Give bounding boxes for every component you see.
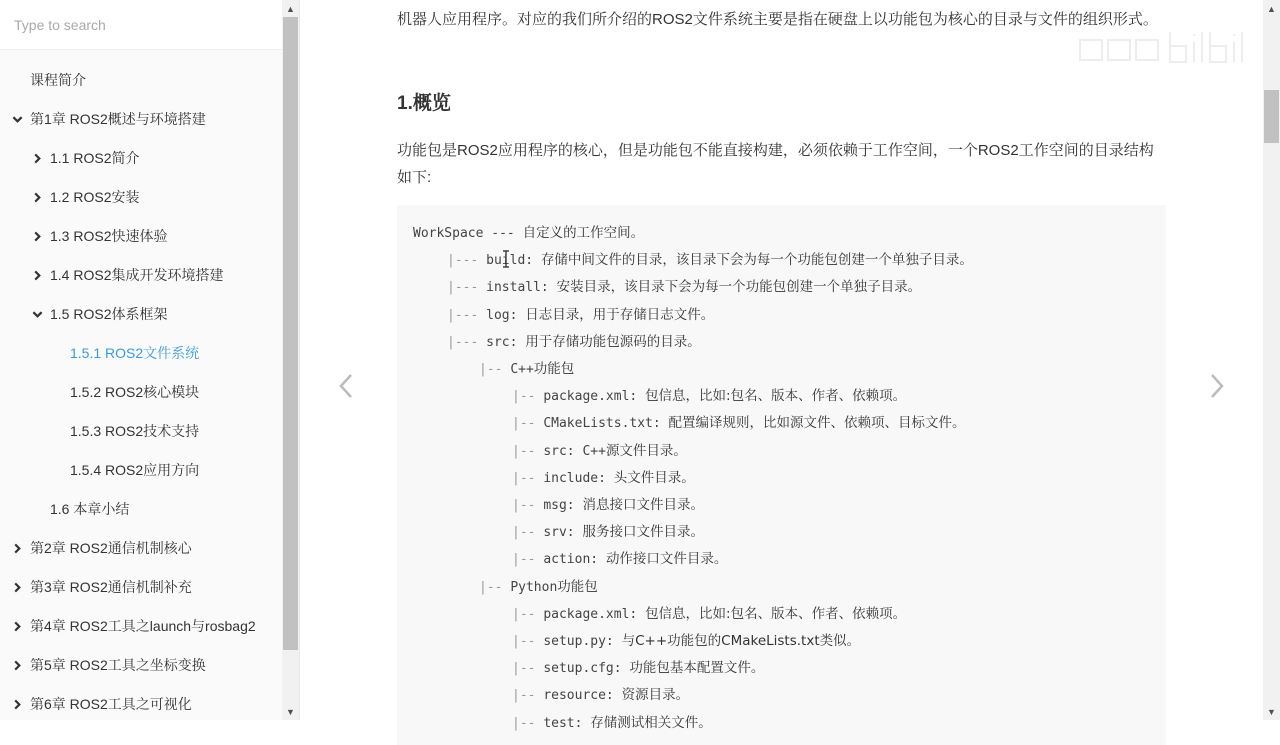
code-comment: 源文件目录。 <box>605 442 687 459</box>
prev-page-button[interactable] <box>331 368 361 404</box>
code-comment: 资源目录。 <box>621 687 690 704</box>
code-key: CMakeLists.txt: <box>543 416 669 432</box>
code-key: src: <box>486 334 526 350</box>
sidebar-item[interactable] <box>0 685 282 724</box>
tree-branch: |-- <box>479 579 511 595</box>
sidebar-item[interactable] <box>0 256 282 295</box>
scroll-up-arrow-icon[interactable]: ▲ <box>1267 3 1276 14</box>
chevron-right-icon[interactable] <box>31 217 43 256</box>
code-line <box>413 601 1150 628</box>
tree-branch: |-- <box>512 498 544 514</box>
sidebar-item-label: 1.1 ROS2简介 <box>50 150 140 166</box>
code-key: resource: <box>543 688 622 704</box>
code-line <box>413 356 1150 383</box>
code-comment: 自定义的工作空间。 <box>522 225 645 241</box>
chevron-right-icon[interactable] <box>31 256 43 295</box>
sidebar-item[interactable] <box>0 178 282 217</box>
code-line <box>413 329 1150 356</box>
code-line <box>413 628 1150 655</box>
search-input[interactable] <box>0 0 282 49</box>
sidebar-item-label: 1.5.3 ROS2技术支持 <box>70 423 200 439</box>
code-key: install: <box>486 280 557 296</box>
code-line <box>413 710 1150 737</box>
scroll-up-arrow-icon[interactable]: ▲ <box>286 3 295 14</box>
chevron-right-icon[interactable] <box>11 685 23 724</box>
code-line <box>413 220 1150 247</box>
sidebar-item-label: 1.3 ROS2快速体验 <box>50 228 168 244</box>
sidebar <box>0 0 300 720</box>
sidebar-item[interactable] <box>0 334 282 373</box>
code-comment: 与C++功能包的CMakeLists.txt类似。 <box>621 633 861 650</box>
tree-branch: |-- <box>512 634 544 650</box>
chevron-right-icon[interactable] <box>11 568 23 607</box>
sidebar-nav <box>0 61 282 724</box>
scroll-down-arrow-icon[interactable]: ▼ <box>286 706 295 717</box>
sidebar-item-label: 第3章 ROS2通信机制补充 <box>30 579 192 595</box>
code-key: action: <box>543 552 606 568</box>
main-content <box>300 0 1263 731</box>
code-line <box>413 655 1150 682</box>
chevron-down-icon[interactable] <box>11 100 23 139</box>
code-key: test: <box>543 715 591 731</box>
sidebar-scrollbar-thumb[interactable] <box>283 17 298 650</box>
scroll-down-arrow-icon[interactable]: ▼ <box>1267 706 1276 717</box>
tree-branch: |--- <box>447 334 487 350</box>
sidebar-item[interactable] <box>0 607 282 646</box>
chevron-right-icon[interactable] <box>11 529 23 568</box>
sidebar-scrollbar[interactable] <box>282 0 299 720</box>
code-line <box>413 383 1150 410</box>
code-key: setup.cfg: <box>543 661 630 677</box>
sidebar-item-label: 1.5.1 ROS2文件系统 <box>70 345 200 361</box>
code-key: src: C++ <box>543 443 606 459</box>
tree-branch: |-- <box>479 362 511 378</box>
tree-branch: |--- <box>447 307 487 323</box>
chevron-down-icon[interactable] <box>31 295 43 334</box>
chevron-right-icon[interactable] <box>11 646 23 685</box>
tree-branch: |--- <box>447 253 487 269</box>
chevron-right-icon[interactable] <box>31 139 43 178</box>
sidebar-item[interactable] <box>0 295 282 334</box>
tree-branch: |-- <box>512 443 544 459</box>
code-comment: 功能包基本配置文件。 <box>629 660 765 677</box>
tree-branch: |--- <box>447 280 487 296</box>
code-line <box>413 274 1150 301</box>
chevron-right-icon <box>1209 373 1225 399</box>
code-comment: 功能包 <box>557 578 598 595</box>
intro-paragraph: 机器人应用程序。对应的我们所介绍的ROS2文件系统主要是指在硬盘上以功能包为核心的目录与文件的组织形式。 <box>397 11 1158 28</box>
code-comment: 功能包 <box>533 361 575 378</box>
code-key: package.xml: <box>543 389 646 405</box>
sidebar-item-label: 1.5.4 ROS2应用方向 <box>70 462 200 478</box>
code-comment: 服务接口文件目录。 <box>582 524 704 541</box>
chevron-left-icon <box>338 373 354 399</box>
code-line <box>413 546 1150 573</box>
tree-branch: |-- <box>512 552 544 568</box>
code-comment: 安装目录，该目录下会为每一个功能包创建一个单独子目录。 <box>556 279 922 296</box>
overview-paragraph: 功能包是ROS2应用程序的核心，但是功能包不能直接构建，必须依赖于工作空间，一个ROS2工作空间的目录结构如下: <box>397 142 1154 186</box>
next-page-button[interactable] <box>1202 368 1232 404</box>
tree-branch: |-- <box>512 688 544 704</box>
sidebar-item[interactable] <box>0 61 282 100</box>
sidebar-item-label: 第2章 ROS2通信机制核心 <box>30 540 192 556</box>
code-key: srv: <box>543 525 583 541</box>
code-line <box>413 438 1150 465</box>
sidebar-item-label: 1.4 ROS2集成开发环境搭建 <box>50 267 224 283</box>
watermark-logo-icon <box>1078 28 1258 68</box>
code-key: WorkSpace --- <box>413 226 523 241</box>
tree-branch: |-- <box>512 715 544 731</box>
sidebar-item[interactable] <box>0 646 282 685</box>
code-key: C++ <box>510 362 534 378</box>
code-line <box>413 247 1150 274</box>
sidebar-item[interactable] <box>0 139 282 178</box>
sidebar-item-label: 第5章 ROS2工具之坐标变换 <box>30 657 206 673</box>
code-key: build: <box>486 253 541 269</box>
sidebar-item-label: 第6章 ROS2工具之可视化 <box>30 696 192 712</box>
code-comment: 存储中间文件的目录，该目录下会为每一个功能包创建一个单独子目录。 <box>540 252 973 269</box>
chevron-right-icon[interactable] <box>11 607 23 646</box>
code-comment: 存储测试相关文件。 <box>590 714 712 731</box>
sidebar-item-label: 1.2 ROS2安装 <box>50 189 140 205</box>
code-line <box>413 302 1150 329</box>
code-line <box>413 519 1150 546</box>
tree-branch: |-- <box>512 661 544 677</box>
sidebar-item-label: 1.5.2 ROS2核心模块 <box>70 384 200 400</box>
code-line <box>413 574 1150 601</box>
sidebar-item-label: 课程简介 <box>30 72 86 88</box>
code-block <box>397 205 1166 745</box>
search-box <box>0 0 282 50</box>
main-scrollbar-thumb[interactable] <box>1264 90 1279 143</box>
tree-branch: |-- <box>512 606 544 622</box>
sidebar-item-label: 1.5 ROS2体系框架 <box>50 306 168 322</box>
section-heading: 1.概览 <box>397 93 451 114</box>
chevron-right-icon[interactable] <box>31 178 43 217</box>
sidebar-item[interactable] <box>0 529 282 568</box>
code-comment: 动作接口文件目录。 <box>605 551 728 568</box>
sidebar-item-label: 第4章 ROS2工具之launch与rosbag2 <box>30 618 256 634</box>
code-key: Python <box>510 579 558 595</box>
code-key: package.xml: <box>543 606 646 622</box>
code-comment: 日志目录，用于存储日志文件。 <box>525 306 715 323</box>
code-line <box>413 465 1150 492</box>
sidebar-item[interactable] <box>0 217 282 256</box>
code-comment: 头文件目录。 <box>613 469 695 486</box>
sidebar-item[interactable] <box>0 373 282 412</box>
code-comment: 配置编译规则，比如源文件、依赖项、目标文件。 <box>668 415 966 432</box>
sidebar-item[interactable] <box>0 451 282 490</box>
tree-branch: |-- <box>512 470 544 486</box>
code-key: log: <box>486 307 526 323</box>
code-comment: 消息接口文件目录。 <box>582 497 704 514</box>
code-line <box>413 492 1150 519</box>
sidebar-item[interactable] <box>0 412 282 451</box>
code-key: include: <box>543 470 614 486</box>
code-comment: 包信息，比如:包名、版本、作者、依赖项。 <box>645 605 907 622</box>
code-key: setup.py: <box>543 634 622 650</box>
sidebar-item[interactable] <box>0 568 282 607</box>
tree-branch: |-- <box>512 389 544 405</box>
main-scrollbar[interactable] <box>1263 0 1280 720</box>
sidebar-item-label: 第1章 ROS2概述与环境搭建 <box>30 111 206 127</box>
tree-branch: |-- <box>512 525 544 541</box>
sidebar-item[interactable] <box>0 490 282 529</box>
code-line <box>413 410 1150 437</box>
code-comment: 包信息，比如:包名、版本、作者、依赖项。 <box>645 388 907 405</box>
sidebar-item-label: 1.6 本章小结 <box>50 501 130 517</box>
code-comment: 用于存储功能包源码的目录。 <box>525 333 701 350</box>
code-key: msg: <box>543 498 583 514</box>
tree-branch: |-- <box>512 416 544 432</box>
text-cursor-icon <box>502 250 510 268</box>
sidebar-item[interactable] <box>0 100 282 139</box>
code-line <box>413 682 1150 709</box>
